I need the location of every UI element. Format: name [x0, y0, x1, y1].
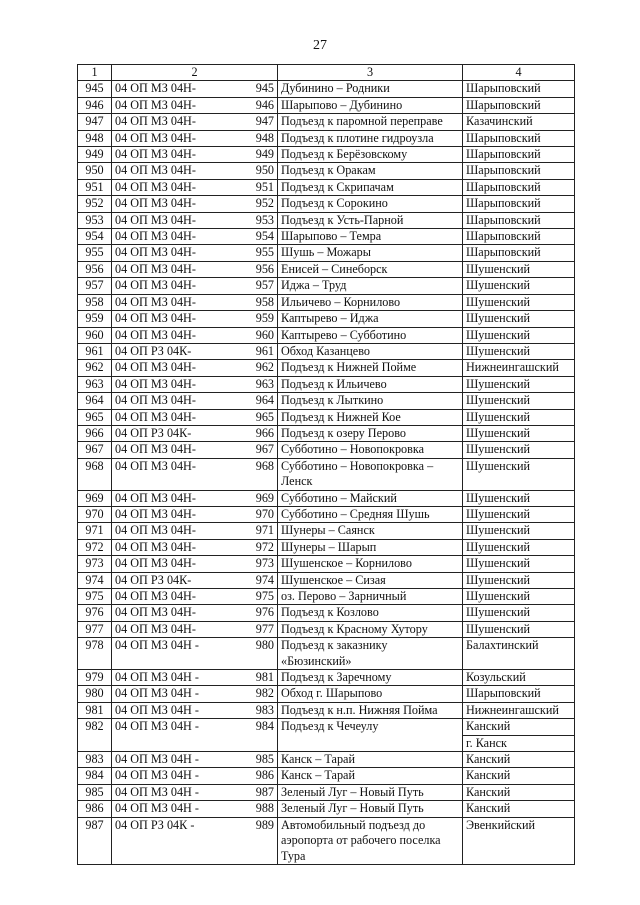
table-row [78, 539, 575, 555]
road-name-cell: Субботино – Средняя Шушь [278, 506, 463, 522]
road-index-cell: 957 [248, 278, 278, 294]
row-number-cell: 959 [78, 311, 112, 327]
road-name-cell: Субботино – Майский [278, 490, 463, 506]
table-row [78, 147, 575, 163]
district-cell: Шушенский [463, 425, 575, 441]
road-name-cell: Подъезд к Козлово [278, 605, 463, 621]
road-code-cell: 04 ОП МЗ 04Н- [112, 97, 248, 113]
road-name-cell: Иджа – Труд [278, 278, 463, 294]
road-index-cell: 970 [248, 506, 278, 522]
road-name-cell: Шушенское – Сизая [278, 572, 463, 588]
table-row [78, 163, 575, 179]
road-code-cell: 04 ОП РЗ 04К - [112, 817, 248, 864]
row-number-cell: 960 [78, 327, 112, 343]
district-cell: Шушенский [463, 539, 575, 555]
table-header-row [78, 65, 575, 81]
district-cell: Казачинский [463, 114, 575, 130]
road-code-cell: 04 ОП МЗ 04Н- [112, 261, 248, 277]
road-code-cell: 04 ОП МЗ 04Н- [112, 409, 248, 425]
road-code-cell: 04 ОП МЗ 04Н- [112, 539, 248, 555]
table-row [78, 638, 575, 670]
district-cell: Шушенский [463, 506, 575, 522]
table-row [78, 376, 575, 392]
table-row [78, 670, 575, 686]
road-name-cell: Зеленый Луг – Новый Путь [278, 784, 463, 800]
table-row [78, 327, 575, 343]
road-name-cell: Подъезд к н.п. Нижняя Пойма [278, 702, 463, 718]
road-name-cell: Каптырево – Иджа [278, 311, 463, 327]
road-code-cell: 04 ОП МЗ 04Н- [112, 506, 248, 522]
road-index-cell: 959 [248, 311, 278, 327]
road-name-cell: Подъезд к Чечеулу [278, 719, 463, 752]
road-name-cell: Подъезд к Нижней Пойме [278, 360, 463, 376]
row-number-cell: 965 [78, 409, 112, 425]
table-row [78, 572, 575, 588]
road-name-cell: Субботино – Новопокровка [278, 442, 463, 458]
road-index-cell: 988 [248, 801, 278, 817]
district-secondary: г. Канск [463, 735, 574, 751]
road-name-cell: Подъезд к Усть-Парной [278, 212, 463, 228]
road-index-cell: 950 [248, 163, 278, 179]
road-index-cell: 972 [248, 539, 278, 555]
row-number-cell: 967 [78, 442, 112, 458]
table-row [78, 360, 575, 376]
road-name-cell: Дубинино – Родники [278, 81, 463, 97]
table-row [78, 490, 575, 506]
row-number-cell: 961 [78, 343, 112, 359]
road-code-cell: 04 ОП МЗ 04Н- [112, 523, 248, 539]
row-number-cell: 951 [78, 179, 112, 195]
district-cell [463, 719, 575, 752]
row-number-cell: 972 [78, 539, 112, 555]
road-name-cell: Шарыпово – Темра [278, 229, 463, 245]
road-code-cell: 04 ОП МЗ 04Н- [112, 458, 248, 490]
road-index-cell: 963 [248, 376, 278, 392]
district-cell: Шушенский [463, 523, 575, 539]
page-number: 27 [313, 38, 327, 53]
road-name-cell: Обход г. Шарыпово [278, 686, 463, 702]
district-cell: Шарыповский [463, 686, 575, 702]
road-code-cell: 04 ОП МЗ 04Н - [112, 719, 248, 752]
road-name-cell: Зеленый Луг – Новый Путь [278, 801, 463, 817]
district-cell: Шарыповский [463, 130, 575, 146]
road-name-cell: Субботино – Новопокровка – Ленск [278, 458, 463, 490]
row-number-cell: 952 [78, 196, 112, 212]
table-body [78, 81, 575, 865]
road-code-cell: 04 ОП МЗ 04Н - [112, 686, 248, 702]
district-cell: Нижнеингашский [463, 360, 575, 376]
row-number-cell: 980 [78, 686, 112, 702]
road-code-cell: 04 ОП МЗ 04Н- [112, 442, 248, 458]
row-number-cell: 984 [78, 768, 112, 784]
road-name-cell: Каптырево – Субботино [278, 327, 463, 343]
district-cell: Шушенский [463, 393, 575, 409]
district-cell: Нижнеингашский [463, 702, 575, 718]
road-code-cell: 04 ОП МЗ 04Н- [112, 311, 248, 327]
district-cell: Канский [463, 768, 575, 784]
table-row [78, 817, 575, 864]
road-name-cell: Канск – Тарай [278, 768, 463, 784]
road-code-cell: 04 ОП МЗ 04Н- [112, 245, 248, 261]
district-cell: Шарыповский [463, 147, 575, 163]
district-cell: Шушенский [463, 343, 575, 359]
table-row [78, 425, 575, 441]
row-number-cell: 981 [78, 702, 112, 718]
table-row [78, 343, 575, 359]
district-cell: Шарыповский [463, 163, 575, 179]
road-code-cell: 04 ОП МЗ 04Н - [112, 784, 248, 800]
road-index-cell: 986 [248, 768, 278, 784]
road-code-cell: 04 ОП МЗ 04Н- [112, 556, 248, 572]
road-code-cell: 04 ОП МЗ 04Н- [112, 294, 248, 310]
table-row [78, 621, 575, 637]
district-cell: Шарыповский [463, 229, 575, 245]
road-name-cell: Подъезд к озеру Перово [278, 425, 463, 441]
table-row [78, 605, 575, 621]
road-name-cell: Подъезд к заказнику «Бюзинский» [278, 638, 463, 670]
road-name-cell: Подъезд к Нижней Кое [278, 409, 463, 425]
table-row [78, 784, 575, 800]
row-number-cell: 968 [78, 458, 112, 490]
road-index-cell: 954 [248, 229, 278, 245]
road-code-cell: 04 ОП МЗ 04Н- [112, 81, 248, 97]
road-index-cell: 987 [248, 784, 278, 800]
row-number-cell: 971 [78, 523, 112, 539]
district-cell: Канский [463, 801, 575, 817]
road-code-cell: 04 ОП МЗ 04Н- [112, 130, 248, 146]
road-index-cell: 951 [248, 179, 278, 195]
district-cell: Шушенский [463, 376, 575, 392]
district-cell: Шушенский [463, 572, 575, 588]
road-name-cell: Подъезд к паромной переправе [278, 114, 463, 130]
row-number-cell: 962 [78, 360, 112, 376]
road-name-cell: Подъезд к Сорокино [278, 196, 463, 212]
row-number-cell: 950 [78, 163, 112, 179]
row-number-cell: 954 [78, 229, 112, 245]
district-cell: Шушенский [463, 556, 575, 572]
row-number-cell: 956 [78, 261, 112, 277]
district-cell: Козульский [463, 670, 575, 686]
table-row [78, 278, 575, 294]
table-row [78, 523, 575, 539]
road-name-cell: Подъезд к Ильичево [278, 376, 463, 392]
table-row [78, 261, 575, 277]
district-cell: Шушенский [463, 442, 575, 458]
row-number-cell: 945 [78, 81, 112, 97]
district-cell: Шушенский [463, 490, 575, 506]
district-cell: Канский [463, 784, 575, 800]
road-index-cell: 947 [248, 114, 278, 130]
district-primary: Канский [466, 719, 511, 734]
road-index-cell: 967 [248, 442, 278, 458]
road-name-cell: Енисей – Синеборск [278, 261, 463, 277]
road-index-cell: 946 [248, 97, 278, 113]
road-code-cell: 04 ОП РЗ 04К- [112, 343, 248, 359]
road-code-cell: 04 ОП МЗ 04Н - [112, 638, 248, 670]
table-row [78, 311, 575, 327]
road-name-cell: Шушь – Можары [278, 245, 463, 261]
road-index-cell: 971 [248, 523, 278, 539]
road-code-cell: 04 ОП МЗ 04Н- [112, 179, 248, 195]
table-row [78, 97, 575, 113]
road-code-cell: 04 ОП МЗ 04Н - [112, 768, 248, 784]
road-index-cell: 965 [248, 409, 278, 425]
row-number-cell: 974 [78, 572, 112, 588]
district-cell: Шушенский [463, 409, 575, 425]
row-number-cell: 978 [78, 638, 112, 670]
district-cell: Шушенский [463, 261, 575, 277]
road-name-cell: Шарыпово – Дубинино [278, 97, 463, 113]
table-row [78, 801, 575, 817]
road-index-cell: 961 [248, 343, 278, 359]
road-code-cell: 04 ОП РЗ 04К- [112, 572, 248, 588]
road-index-cell: 977 [248, 621, 278, 637]
road-code-cell: 04 ОП МЗ 04Н- [112, 212, 248, 228]
row-number-cell: 948 [78, 130, 112, 146]
row-number-cell: 977 [78, 621, 112, 637]
road-index-cell: 948 [248, 130, 278, 146]
road-name-cell: Шушенское – Корнилово [278, 556, 463, 572]
roads-registry-table [77, 64, 575, 865]
table-row [78, 458, 575, 490]
table-row [78, 393, 575, 409]
road-index-cell: 985 [248, 752, 278, 768]
row-number-cell: 947 [78, 114, 112, 130]
road-name-cell: Подъезд к Заречному [278, 670, 463, 686]
road-index-cell: 958 [248, 294, 278, 310]
district-cell: Шушенский [463, 278, 575, 294]
district-cell: Шарыповский [463, 81, 575, 97]
table-row [78, 130, 575, 146]
header-col-4: 4 [463, 65, 575, 81]
row-number-cell: 970 [78, 506, 112, 522]
road-name-cell: Ильичево – Корнилово [278, 294, 463, 310]
row-number-cell: 985 [78, 784, 112, 800]
table-row [78, 114, 575, 130]
road-name-cell: Канск – Тарай [278, 752, 463, 768]
road-code-cell: 04 ОП МЗ 04Н- [112, 605, 248, 621]
road-index-cell: 969 [248, 490, 278, 506]
row-number-cell: 987 [78, 817, 112, 864]
road-index-cell: 975 [248, 589, 278, 605]
road-index-cell: 982 [248, 686, 278, 702]
road-code-cell: 04 ОП РЗ 04К- [112, 425, 248, 441]
road-code-cell: 04 ОП МЗ 04Н- [112, 278, 248, 294]
district-cell: Канский [463, 752, 575, 768]
road-code-cell: 04 ОП МЗ 04Н- [112, 589, 248, 605]
road-code-cell: 04 ОП МЗ 04Н - [112, 801, 248, 817]
road-code-cell: 04 ОП МЗ 04Н- [112, 490, 248, 506]
district-cell: Шушенский [463, 589, 575, 605]
table-row [78, 245, 575, 261]
road-index-cell: 983 [248, 702, 278, 718]
road-index-cell: 968 [248, 458, 278, 490]
table-row [78, 702, 575, 718]
table-row [78, 719, 575, 752]
road-name-cell: Обход Казанцево [278, 343, 463, 359]
table-row [78, 81, 575, 97]
row-number-cell: 964 [78, 393, 112, 409]
table-row [78, 196, 575, 212]
row-number-cell: 983 [78, 752, 112, 768]
road-code-cell: 04 ОП МЗ 04Н- [112, 393, 248, 409]
road-index-cell: 956 [248, 261, 278, 277]
row-number-cell: 973 [78, 556, 112, 572]
road-index-cell: 949 [248, 147, 278, 163]
road-index-cell: 974 [248, 572, 278, 588]
road-name-cell: Подъезд к Скрипачам [278, 179, 463, 195]
row-number-cell: 953 [78, 212, 112, 228]
road-code-cell: 04 ОП МЗ 04Н- [112, 621, 248, 637]
table-row [78, 686, 575, 702]
road-index-cell: 984 [248, 719, 278, 752]
table-row [78, 294, 575, 310]
road-index-cell: 945 [248, 81, 278, 97]
district-cell: Шушенский [463, 458, 575, 490]
row-number-cell: 976 [78, 605, 112, 621]
header-col-2: 2 [112, 65, 278, 81]
row-number-cell: 979 [78, 670, 112, 686]
row-number-cell: 955 [78, 245, 112, 261]
table-row [78, 589, 575, 605]
road-index-cell: 962 [248, 360, 278, 376]
road-index-cell: 964 [248, 393, 278, 409]
row-number-cell: 969 [78, 490, 112, 506]
district-cell: Шарыповский [463, 212, 575, 228]
road-code-cell: 04 ОП МЗ 04Н - [112, 670, 248, 686]
district-cell: Шушенский [463, 327, 575, 343]
road-name-cell: Автомобильный подъезд до аэропорта от рабочего поселка Тура [278, 817, 463, 864]
table-row [78, 768, 575, 784]
table-row [78, 556, 575, 572]
district-cell: Шушенский [463, 311, 575, 327]
road-index-cell: 989 [248, 817, 278, 864]
road-code-cell: 04 ОП МЗ 04Н- [112, 229, 248, 245]
table-row [78, 179, 575, 195]
road-code-cell: 04 ОП МЗ 04Н- [112, 327, 248, 343]
road-code-cell: 04 ОП МЗ 04Н - [112, 752, 248, 768]
table-row [78, 506, 575, 522]
district-cell: Шушенский [463, 605, 575, 621]
road-code-cell: 04 ОП МЗ 04Н- [112, 376, 248, 392]
road-name-cell: Подъезд к плотине гидроузла [278, 130, 463, 146]
table-row [78, 442, 575, 458]
road-name-cell: Подъезд к Лыткино [278, 393, 463, 409]
district-cell: Эвенкийский [463, 817, 575, 864]
district-cell: Балахтинский [463, 638, 575, 670]
district-cell: Шарыповский [463, 179, 575, 195]
row-number-cell: 986 [78, 801, 112, 817]
district-cell: Шарыповский [463, 245, 575, 261]
road-index-cell: 973 [248, 556, 278, 572]
road-name-cell: Подъезд к Оракам [278, 163, 463, 179]
table-row [78, 229, 575, 245]
road-code-cell: 04 ОП МЗ 04Н- [112, 360, 248, 376]
road-code-cell: 04 ОП МЗ 04Н- [112, 114, 248, 130]
road-code-cell: 04 ОП МЗ 04Н- [112, 196, 248, 212]
road-code-cell: 04 ОП МЗ 04Н - [112, 702, 248, 718]
road-name-cell: Шунеры – Шарып [278, 539, 463, 555]
district-cell: Шушенский [463, 294, 575, 310]
road-index-cell: 955 [248, 245, 278, 261]
row-number-cell: 946 [78, 97, 112, 113]
header-col-1: 1 [78, 65, 112, 81]
road-code-cell: 04 ОП МЗ 04Н- [112, 163, 248, 179]
road-code-cell: 04 ОП МЗ 04Н- [112, 147, 248, 163]
district-cell: Шарыповский [463, 97, 575, 113]
road-index-cell: 980 [248, 638, 278, 670]
row-number-cell: 958 [78, 294, 112, 310]
row-number-cell: 975 [78, 589, 112, 605]
district-cell: Шушенский [463, 621, 575, 637]
table-row [78, 409, 575, 425]
row-number-cell: 957 [78, 278, 112, 294]
district-cell: Шарыповский [463, 196, 575, 212]
row-number-cell: 966 [78, 425, 112, 441]
road-name-cell: Шунеры – Саянск [278, 523, 463, 539]
table-row [78, 752, 575, 768]
header-col-3: 3 [278, 65, 463, 81]
road-index-cell: 952 [248, 196, 278, 212]
road-index-cell: 966 [248, 425, 278, 441]
table-row [78, 212, 575, 228]
row-number-cell: 982 [78, 719, 112, 752]
road-name-cell: Подъезд к Красному Хутору [278, 621, 463, 637]
row-number-cell: 963 [78, 376, 112, 392]
row-number-cell: 949 [78, 147, 112, 163]
road-name-cell: Подъезд к Берёзовскому [278, 147, 463, 163]
road-index-cell: 953 [248, 212, 278, 228]
road-index-cell: 976 [248, 605, 278, 621]
road-index-cell: 960 [248, 327, 278, 343]
road-index-cell: 981 [248, 670, 278, 686]
road-name-cell: оз. Перово – Зарничный [278, 589, 463, 605]
